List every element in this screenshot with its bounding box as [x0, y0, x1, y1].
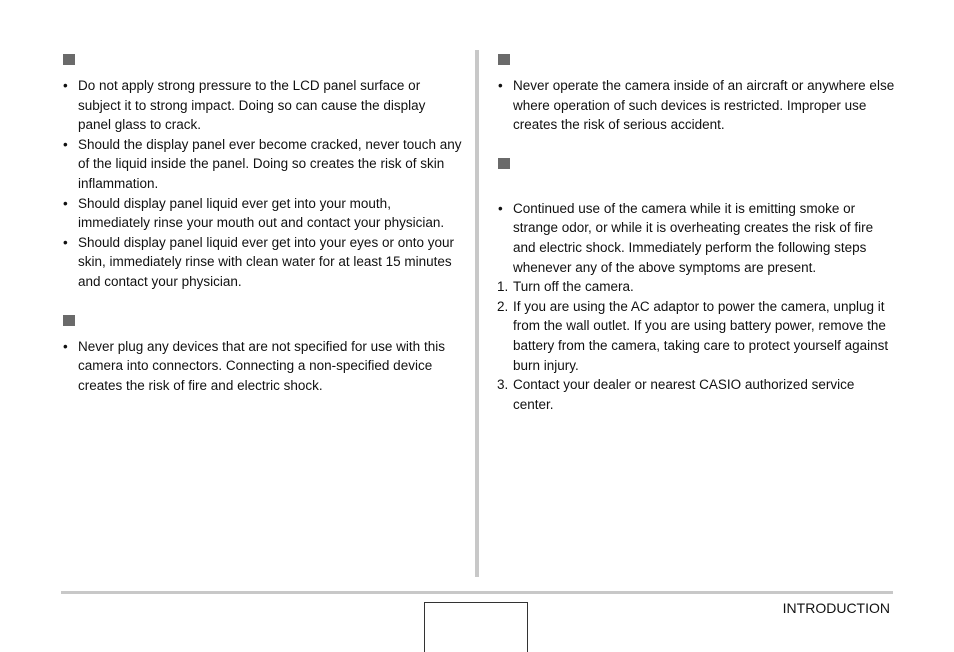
step-text: If you are using the AC adaptor to power the camera, unplug it from the wall outlet. If you are using battery power, remove the battery from the camera, taking care to protect yourself against burn injury. [513, 298, 889, 373]
step-number: 2. [497, 298, 509, 314]
step-number: 1. [497, 279, 509, 295]
section-marker-icon [498, 158, 510, 169]
list-item: • Should the display panel ever become cracked, never touch any of the liquid inside the panel. Doing so creates the risk of skin inflammation. [62, 135, 462, 194]
section-marker-icon [498, 54, 510, 65]
list-item: • Do not apply strong pressure to the LCD panel surface or subject it to strong impact. Doing so can cause the display panel glass to crack. [62, 76, 462, 135]
step-item [497, 375, 897, 414]
right-column [497, 50, 897, 414]
step-text: Contact your dealer or nearest CASIO authorized service center. [513, 377, 855, 412]
bullet-list [62, 76, 462, 292]
list-item: • Never plug any devices that are not specified for use with this camera into connectors. Connecting a non-specified device creates the risk of fire and electric shock. [62, 337, 462, 396]
bullet-list [62, 337, 462, 396]
section-marker-icon [63, 54, 75, 65]
step-item [497, 297, 897, 375]
footer-rule [61, 591, 893, 594]
list-item: • Continued use of the camera while it is emitting smoke or strange odor, or while it is overheating creates the risk of fire and electric shock. Immediately perform the following steps whenever any of the above symptoms are present. [497, 199, 897, 277]
step-text: Turn off the camera. [513, 279, 634, 295]
bullet-list [497, 76, 897, 135]
column-divider [475, 50, 479, 577]
list-item: • Should display panel liquid ever get into your eyes or onto your skin, immediately rinse with clean water for at least 15 minutes and contact your physician. [62, 233, 462, 292]
list-item: • Never operate the camera inside of an aircraft or anywhere else where operation of such devices is restricted. Improper use creates the risk of serious accident. [497, 76, 897, 135]
steps-list [497, 277, 897, 414]
bullet-list [497, 199, 897, 277]
step-item [497, 277, 897, 297]
footer-section-label: INTRODUCTION [782, 600, 890, 616]
list-item: • Should display panel liquid ever get into your mouth, immediately rinse your mouth out and contact your physician. [62, 194, 462, 233]
left-column [62, 50, 462, 395]
page-number-box [424, 602, 528, 652]
step-number: 3. [497, 377, 509, 393]
section-marker-icon [63, 315, 75, 326]
